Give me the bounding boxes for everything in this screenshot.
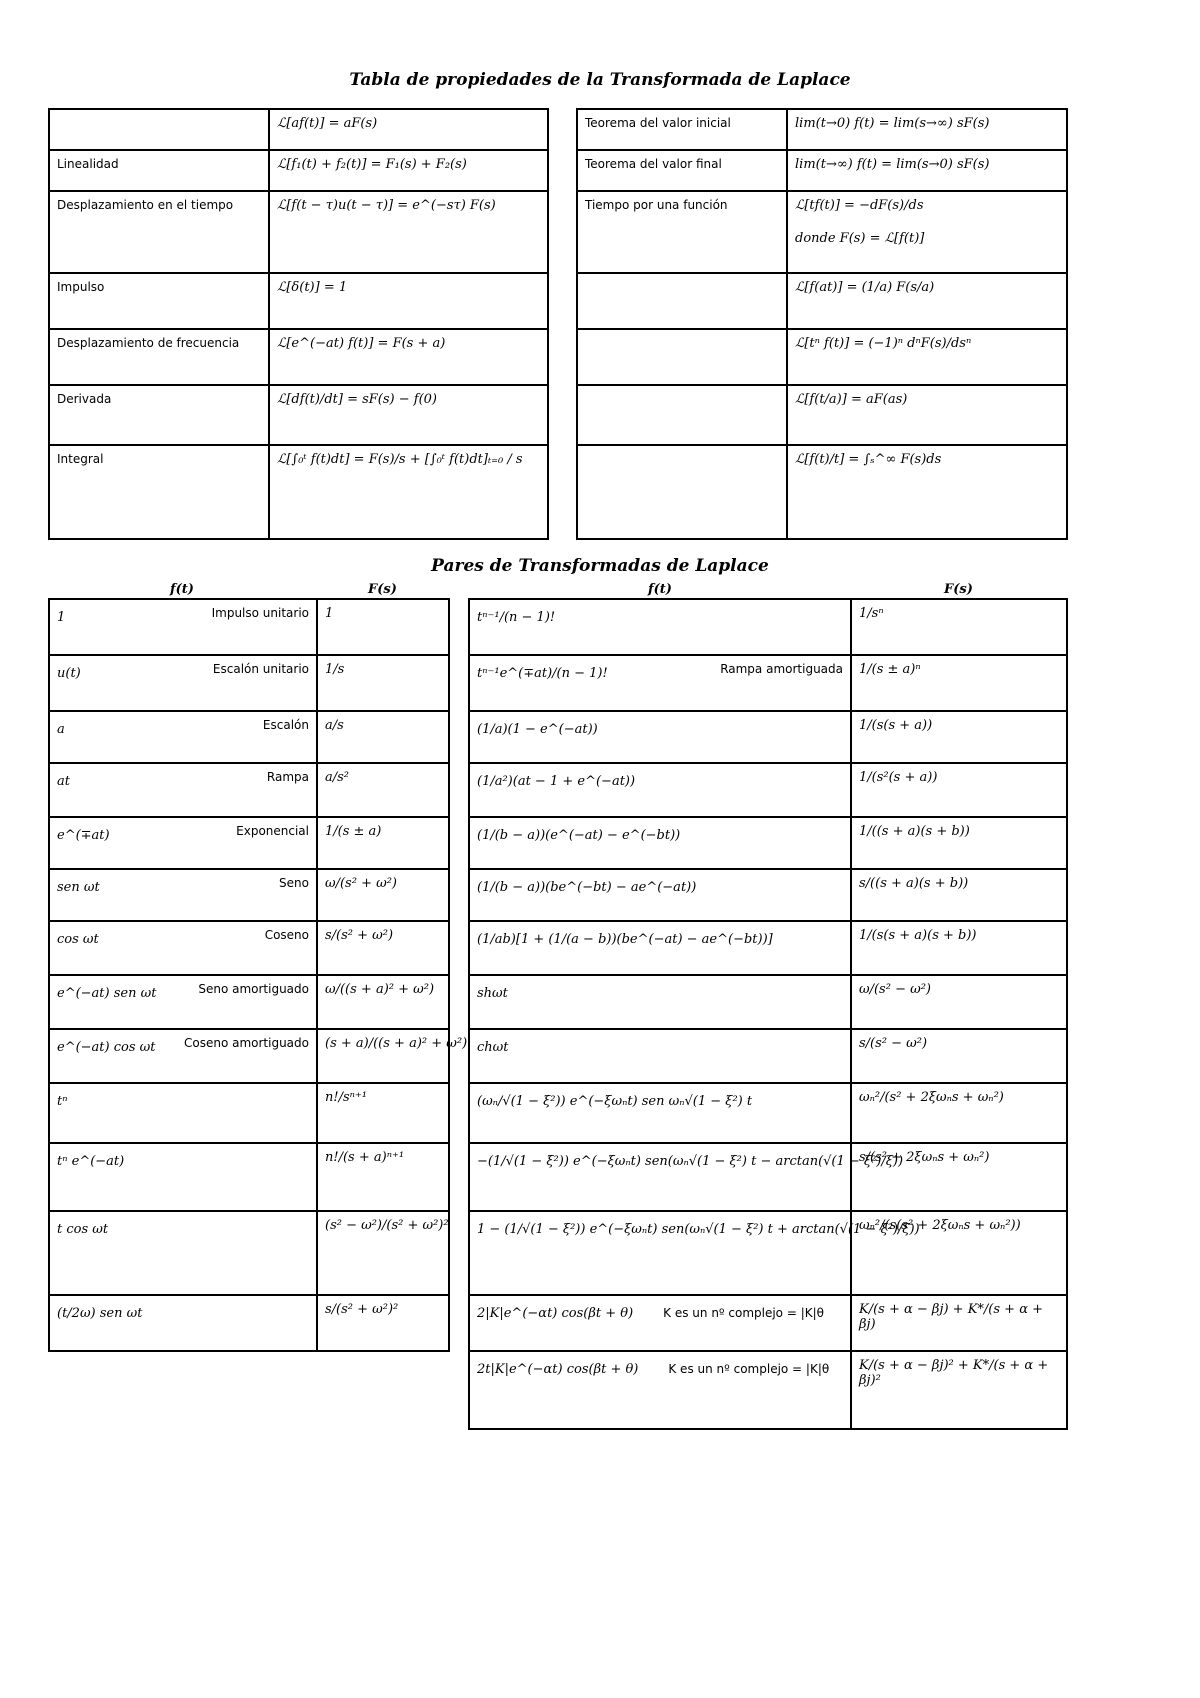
property-formula-main: ℒ[f(t/a)] = aF(as)	[795, 392, 908, 407]
pair-name: Rampa amortiguada	[720, 662, 843, 676]
pair-Fs: ω/(s² − ω²)	[851, 975, 1067, 1029]
pairs-right-Fs-header: F(s)	[944, 582, 973, 597]
property-row	[577, 109, 1067, 150]
pairs-left-ft-header: f(t)	[170, 582, 194, 597]
pair-ft-cell	[49, 921, 317, 975]
property-formula-extra: donde F(s) = ℒ[f(t)]	[795, 231, 925, 246]
property-label	[49, 109, 269, 150]
pair-row	[469, 599, 1067, 655]
pair-row	[469, 975, 1067, 1029]
property-row	[577, 150, 1067, 191]
property-row	[49, 329, 548, 385]
pair-ft-cell	[49, 1211, 317, 1295]
pair-Fs: 1/s	[317, 655, 449, 711]
pair-ft-cell	[469, 655, 851, 711]
pairs-table-right	[468, 598, 1068, 1430]
pair-Fs: 1/((s + a)(s + b))	[851, 817, 1067, 869]
pair-Fs: ωₙ²/(s² + 2ξωₙs + ωₙ²)	[851, 1083, 1067, 1143]
pair-ft: cos ωt	[57, 932, 99, 947]
pair-row	[49, 817, 449, 869]
pair-ft: 1 − (1/√(1 − ξ²)) e^(−ξωₙt) sen(ωₙ√(1 − ξ²) t + arctan(√(1 − ξ²)/ξ))	[477, 1222, 920, 1237]
pair-ft: sen ωt	[57, 880, 100, 895]
pair-Fs: 1/(s(s + a)(s + b))	[851, 921, 1067, 975]
pair-name: Rampa	[266, 770, 309, 784]
pair-name: Impulso unitario	[211, 606, 309, 620]
property-formula: ℒ[δ(t)] = 1	[269, 273, 548, 329]
pair-ft: chωt	[477, 1040, 509, 1055]
property-label: Desplazamiento en el tiempo	[49, 191, 269, 273]
pair-name: Coseno	[264, 928, 309, 942]
pair-row	[469, 711, 1067, 763]
property-formula	[787, 445, 1067, 539]
property-formula-main: ℒ[f(at)] = (1/a) F(s/a)	[795, 280, 935, 295]
pair-ft: tⁿ e^(−at)	[57, 1154, 125, 1169]
pair-ft-cell	[49, 817, 317, 869]
pair-name: Escalón	[262, 718, 309, 732]
property-formula: ℒ[af(t)] = aF(s)	[269, 109, 548, 150]
property-row	[577, 445, 1067, 539]
pair-row	[49, 763, 449, 817]
pair-row	[49, 1211, 449, 1295]
pair-Fs: n!/(s + a)ⁿ⁺¹	[317, 1143, 449, 1211]
pair-ft-cell	[49, 1029, 317, 1083]
property-label: Linealidad	[49, 150, 269, 191]
pair-row	[469, 817, 1067, 869]
pair-ft-cell	[469, 763, 851, 817]
pair-Fs: 1/(s²(s + a))	[851, 763, 1067, 817]
property-label: Tiempo por una función	[577, 191, 787, 273]
property-formula-main: lim(t→0) f(t) = lim(s→∞) sF(s)	[795, 116, 990, 131]
pair-Fs: s/(s² + ω²)²	[317, 1295, 449, 1351]
pair-ft-cell	[469, 1083, 851, 1143]
pair-Fs: s/(s² + 2ξωₙs + ωₙ²)	[851, 1143, 1067, 1211]
property-formula-main: ℒ[f(t)/t] = ∫ₛ^∞ F(s)ds	[795, 452, 942, 467]
property-label: Desplazamiento de frecuencia	[49, 329, 269, 385]
pairs-right-ft-header: f(t)	[648, 582, 672, 597]
property-formula	[787, 273, 1067, 329]
pair-ft: t cos ωt	[57, 1222, 109, 1237]
pair-ft-cell	[49, 1083, 317, 1143]
property-formula: ℒ[df(t)/dt] = sF(s) − f(0)	[269, 385, 548, 445]
property-label	[577, 445, 787, 539]
pair-row	[469, 1029, 1067, 1083]
pair-Fs: a/s	[317, 711, 449, 763]
pair-name: Escalón unitario	[212, 662, 309, 676]
pair-ft-cell	[469, 1295, 851, 1351]
property-row	[49, 109, 548, 150]
property-formula	[787, 150, 1067, 191]
property-label	[577, 273, 787, 329]
pair-Fs: s/(s² + ω²)	[317, 921, 449, 975]
pair-ft-cell	[469, 1029, 851, 1083]
pair-name: Seno amortiguado	[198, 982, 309, 996]
pair-ft: e^(−at) sen ωt	[57, 986, 157, 1001]
pair-ft: (1/(b − a))(e^(−at) − e^(−bt))	[477, 828, 681, 843]
property-label: Derivada	[49, 385, 269, 445]
pair-Fs: s/((s + a)(s + b))	[851, 869, 1067, 921]
pair-ft: e^(−at) cos ωt	[57, 1040, 156, 1055]
pair-ft: 2t|K|e^(−αt) cos(βt + θ)	[477, 1362, 639, 1377]
pair-row	[469, 1295, 1067, 1351]
pair-ft: e^(∓at)	[57, 828, 110, 843]
property-label: Teorema del valor inicial	[577, 109, 787, 150]
property-row	[49, 191, 548, 273]
property-row	[49, 445, 548, 539]
pair-ft-cell	[469, 1211, 920, 1295]
pair-row	[49, 1029, 449, 1083]
pair-ft: (1/a)(1 − e^(−at))	[477, 722, 598, 737]
pair-row	[49, 1083, 449, 1143]
pair-ft-cell	[469, 817, 851, 869]
properties-table-right	[576, 108, 1068, 540]
property-row	[577, 329, 1067, 385]
pair-ft: tⁿ	[57, 1094, 68, 1109]
pair-ft-cell	[469, 599, 851, 655]
property-label: Integral	[49, 445, 269, 539]
properties-table-left	[48, 108, 549, 540]
pair-row	[49, 1295, 449, 1351]
pair-row	[469, 1143, 1067, 1211]
pairs-title: Pares de Transformadas de Laplace	[431, 556, 769, 576]
property-row	[49, 150, 548, 191]
pair-ft-cell	[49, 1143, 317, 1211]
pair-row	[49, 869, 449, 921]
pair-ft-cell	[49, 655, 317, 711]
pair-ft-cell	[49, 975, 317, 1029]
property-formula-main: ℒ[tf(t)] = −dF(s)/ds	[795, 198, 924, 213]
pair-ft: (1/a²)(at − 1 + e^(−at))	[477, 774, 636, 789]
pair-name: K es un nº complejo = |K|θ	[668, 1362, 830, 1376]
pair-Fs: 1/(s(s + a))	[851, 711, 1067, 763]
properties-title: Tabla de propiedades de la Transformada de Laplace	[349, 70, 851, 90]
property-label	[577, 329, 787, 385]
pair-Fs: a/s²	[317, 763, 449, 817]
property-label: Teorema del valor final	[577, 150, 787, 191]
property-formula	[787, 329, 1067, 385]
pair-name: Seno	[279, 876, 309, 890]
pair-ft-cell	[49, 1295, 317, 1351]
pair-row	[469, 1083, 1067, 1143]
property-formula: ℒ[e^(−at) f(t)] = F(s + a)	[269, 329, 548, 385]
pair-name: Exponencial	[236, 824, 309, 838]
pair-ft: u(t)	[57, 666, 81, 681]
pair-Fs: n!/sⁿ⁺¹	[317, 1083, 449, 1143]
pair-row	[469, 921, 1067, 975]
pair-ft: (t/2ω) sen ωt	[57, 1306, 143, 1321]
pair-ft: (ωₙ/√(1 − ξ²)) e^(−ξωₙt) sen ωₙ√(1 − ξ²) t	[477, 1094, 753, 1109]
property-row	[49, 273, 548, 329]
pair-ft: tⁿ⁻¹e^(∓at)/(n − 1)!	[477, 666, 608, 681]
property-row	[577, 273, 1067, 329]
pair-ft: 1	[57, 610, 66, 625]
pair-ft: at	[57, 774, 70, 789]
pair-ft: (1/ab)[1 + (1/(a − b))(be^(−at) − ae^(−bt))]	[477, 932, 773, 947]
property-row	[577, 191, 1067, 273]
pair-ft: −(1/√(1 − ξ²)) e^(−ξωₙt) sen(ωₙ√(1 − ξ²) t − arctan(√(1 − ξ²)/ξ))	[477, 1154, 904, 1169]
property-formula: ℒ[f(t − τ)u(t − τ)] = e^(−sτ) F(s)	[269, 191, 548, 273]
pair-Fs: ω/((s + a)² + ω²)	[317, 975, 449, 1029]
pair-ft: (1/(b − a))(be^(−bt) − ae^(−at))	[477, 880, 697, 895]
pair-ft-cell	[469, 1143, 904, 1211]
pair-Fs: K/(s + α − βj) + K*/(s + α + βj)	[851, 1295, 1067, 1351]
pair-row	[469, 655, 1067, 711]
pair-Fs: ω/(s² + ω²)	[317, 869, 449, 921]
pair-Fs: K/(s + α − βj)² + K*/(s + α + βj)²	[851, 1351, 1067, 1429]
property-label: Impulso	[49, 273, 269, 329]
pair-Fs: 1/(s ± a)ⁿ	[851, 655, 1067, 711]
pair-ft-cell	[49, 711, 317, 763]
pair-row	[49, 975, 449, 1029]
pairs-table-left	[48, 598, 468, 1352]
pair-row	[49, 599, 449, 655]
property-formula-main: lim(t→∞) f(t) = lim(s→0) sF(s)	[795, 157, 990, 172]
pair-row	[49, 711, 449, 763]
property-formula	[787, 109, 1067, 150]
pair-Fs: ωₙ²/(s(s² + 2ξωₙs + ωₙ²))	[851, 1211, 1067, 1295]
pair-ft: 2|K|e^(−αt) cos(βt + θ)	[477, 1306, 634, 1321]
pair-row	[469, 869, 1067, 921]
pair-ft-cell	[49, 869, 317, 921]
property-formula: ℒ[f₁(t) + f₂(t)] = F₁(s) + F₂(s)	[269, 150, 548, 191]
pairs-left-Fs-header: F(s)	[368, 582, 397, 597]
pair-name: Coseno amortiguado	[183, 1036, 309, 1050]
property-formula	[787, 385, 1067, 445]
pair-Fs: (s² − ω²)/(s² + ω²)²	[317, 1211, 449, 1295]
pair-Fs: 1	[317, 599, 449, 655]
pair-ft-cell	[469, 921, 851, 975]
pair-ft-cell	[469, 975, 851, 1029]
property-row	[49, 385, 548, 445]
property-formula	[787, 191, 1067, 273]
pair-name: K es un nº complejo = |K|θ	[663, 1306, 825, 1320]
pair-Fs: (s + a)/((s + a)² + ω²)	[317, 1029, 449, 1083]
pair-ft-cell	[49, 599, 317, 655]
pair-row	[469, 763, 1067, 817]
property-label	[577, 385, 787, 445]
pair-ft-cell	[469, 711, 851, 763]
pair-ft-cell	[469, 1351, 851, 1429]
pair-ft-cell	[469, 869, 851, 921]
pair-row	[49, 921, 449, 975]
pair-row	[49, 655, 449, 711]
pair-ft: shωt	[477, 986, 508, 1001]
pair-Fs: 1/(s ± a)	[317, 817, 449, 869]
pair-row	[49, 1143, 449, 1211]
pair-Fs: 1/sⁿ	[851, 599, 1067, 655]
pair-row	[469, 1211, 1067, 1295]
property-row	[577, 385, 1067, 445]
pair-row	[469, 1351, 1067, 1429]
pair-ft: tⁿ⁻¹/(n − 1)!	[477, 610, 556, 625]
pair-Fs: s/(s² − ω²)	[851, 1029, 1067, 1083]
property-formula: ℒ[∫₀ᵗ f(t)dt] = F(s)/s + [∫₀ᵗ f(t)dt]ₜ₌₀ / s	[269, 445, 548, 539]
property-formula-main: ℒ[tⁿ f(t)] = (−1)ⁿ dⁿF(s)/dsⁿ	[795, 336, 972, 351]
pair-ft-cell	[49, 763, 317, 817]
pair-ft: a	[57, 722, 65, 737]
